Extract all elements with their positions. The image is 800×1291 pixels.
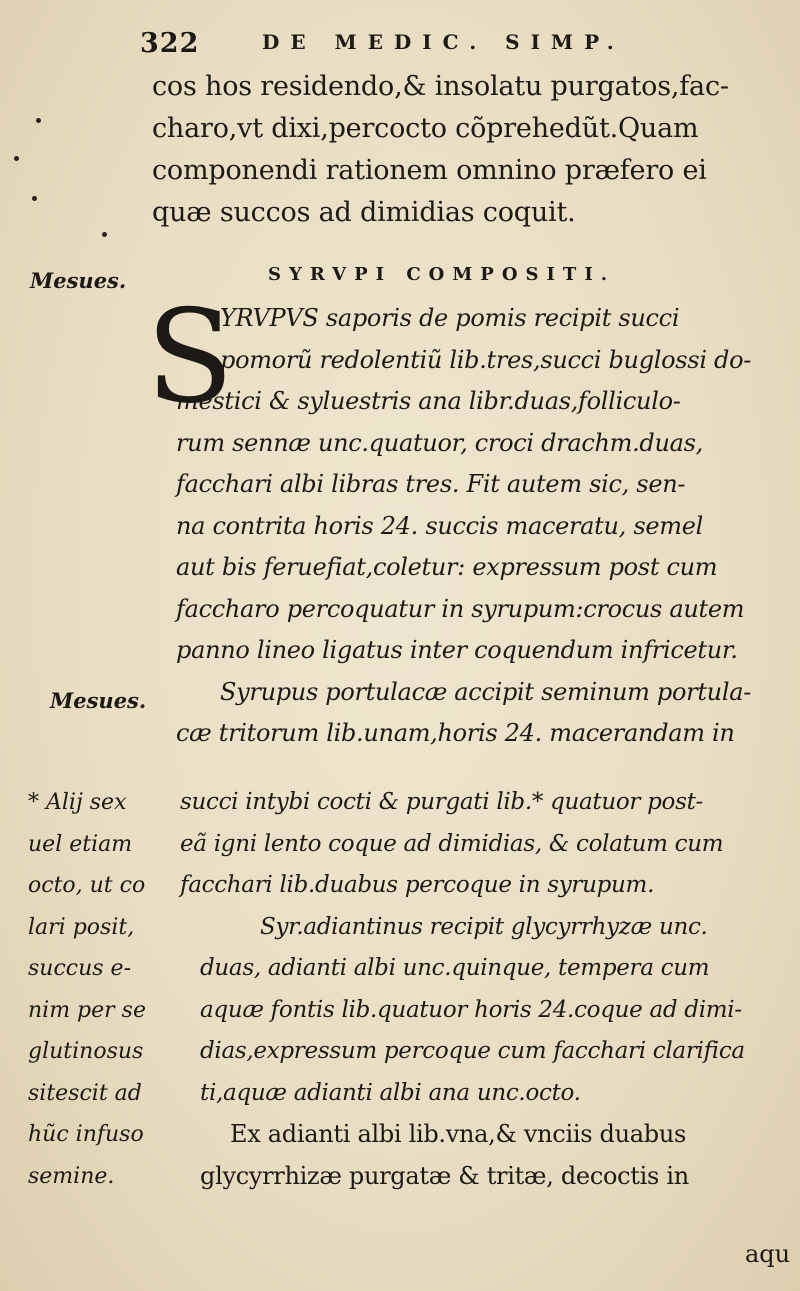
gloss-line: glutinosus [28, 1039, 144, 1064]
text-line: aut bis feruefiat,coletur: expressum post cum [176, 553, 718, 581]
gloss-line: hũc infuso [28, 1122, 144, 1147]
text-line: rum sennæ unc.quatuor, croci drachm.duas, [176, 428, 704, 457]
main-text-column [180, 782, 795, 1197]
section-title: SYRVPI COMPOSITI. [268, 264, 615, 285]
text-line: panno lineo ligatus inter coquendum infricetur. [176, 636, 738, 664]
gloss-line: succus e- [28, 956, 132, 981]
opening-paragraph [152, 66, 782, 234]
gloss-line: sitescit ad [28, 1080, 142, 1106]
margin-note-mesues: Mesues. [30, 268, 127, 293]
text-line: mestici & syluestris ana libr.duas,folliculo- [176, 387, 681, 415]
gloss-line: uel etiam [28, 831, 133, 857]
gloss-line: octo, ut co [28, 873, 146, 898]
text-line: charo,vt dixi,percocto cõprehedũt.Quam [152, 113, 699, 144]
gloss-line: * Alij sex [28, 790, 127, 815]
page-number: 322 [140, 28, 200, 59]
text-line: glycyrrhizæ purgatæ & tritæ, decoctis in [200, 1161, 689, 1190]
text-line: facchari albi libras tres. Fit autem sic, sen- [176, 470, 686, 498]
text-line: quæ succos ad dimidias coquit. [152, 197, 576, 228]
text-line: succi intybi cocti & purgati lib.* quatuor post- [180, 789, 704, 815]
text-line: eã igni lento coque ad dimidias, & colatum cum [180, 830, 724, 857]
running-head: DE MEDIC. SIMP. [262, 30, 625, 54]
catchword: aqu [745, 1240, 791, 1268]
text-line: cos hos residendo,& insolatu purgatos,fac- [152, 71, 729, 102]
ink-speck [36, 118, 41, 123]
text-line: duas, adianti albi unc.quinque, tempera cum [200, 955, 710, 981]
ink-speck [102, 232, 107, 237]
text-line: ti,aquæ adianti albi ana unc.octo. [200, 1079, 581, 1106]
text-line: faccharo percoquatur in syrupum:crocus autem [176, 594, 745, 623]
text-line: pomorũ redolentiũ lib.tres,succi buglossi do- [220, 345, 752, 374]
body-text [176, 298, 791, 755]
text-line: componendi rationem omnino præfero ei [152, 155, 707, 186]
text-line: Syrupus portulacæ accipit seminum portula- [220, 677, 752, 706]
gloss-line: semine. [28, 1163, 115, 1189]
drop-cap: S [146, 283, 234, 432]
text-line: aquæ fontis lib.quatuor horis 24.coque ad dimi- [200, 996, 742, 1023]
text-line: Ex adianti albi lib.vna,& vnciis duabus [230, 1120, 687, 1148]
page-header [140, 28, 660, 62]
gloss-line: lari posit, [28, 914, 135, 940]
text-line: cæ tritorum lib.unam,horis 24. macerandam in [176, 719, 735, 747]
margin-note-mesues: Mesues. [50, 688, 147, 713]
text-line: YRVPVS saporis de pomis recipit succi [220, 304, 680, 332]
text-line: facchari lib.duabus percoque in syrupum. [180, 872, 655, 898]
ink-speck [32, 196, 37, 201]
text-line: dias,expressum percoque cum facchari clarifica [200, 1038, 745, 1064]
text-line: na contrita horis 24. succis maceratu, semel [176, 511, 703, 540]
gloss-line: nim per se [28, 997, 146, 1023]
text-line: Syr.adiantinus recipit glycyrrhyzæ unc. [260, 913, 708, 940]
ink-speck [14, 156, 19, 161]
